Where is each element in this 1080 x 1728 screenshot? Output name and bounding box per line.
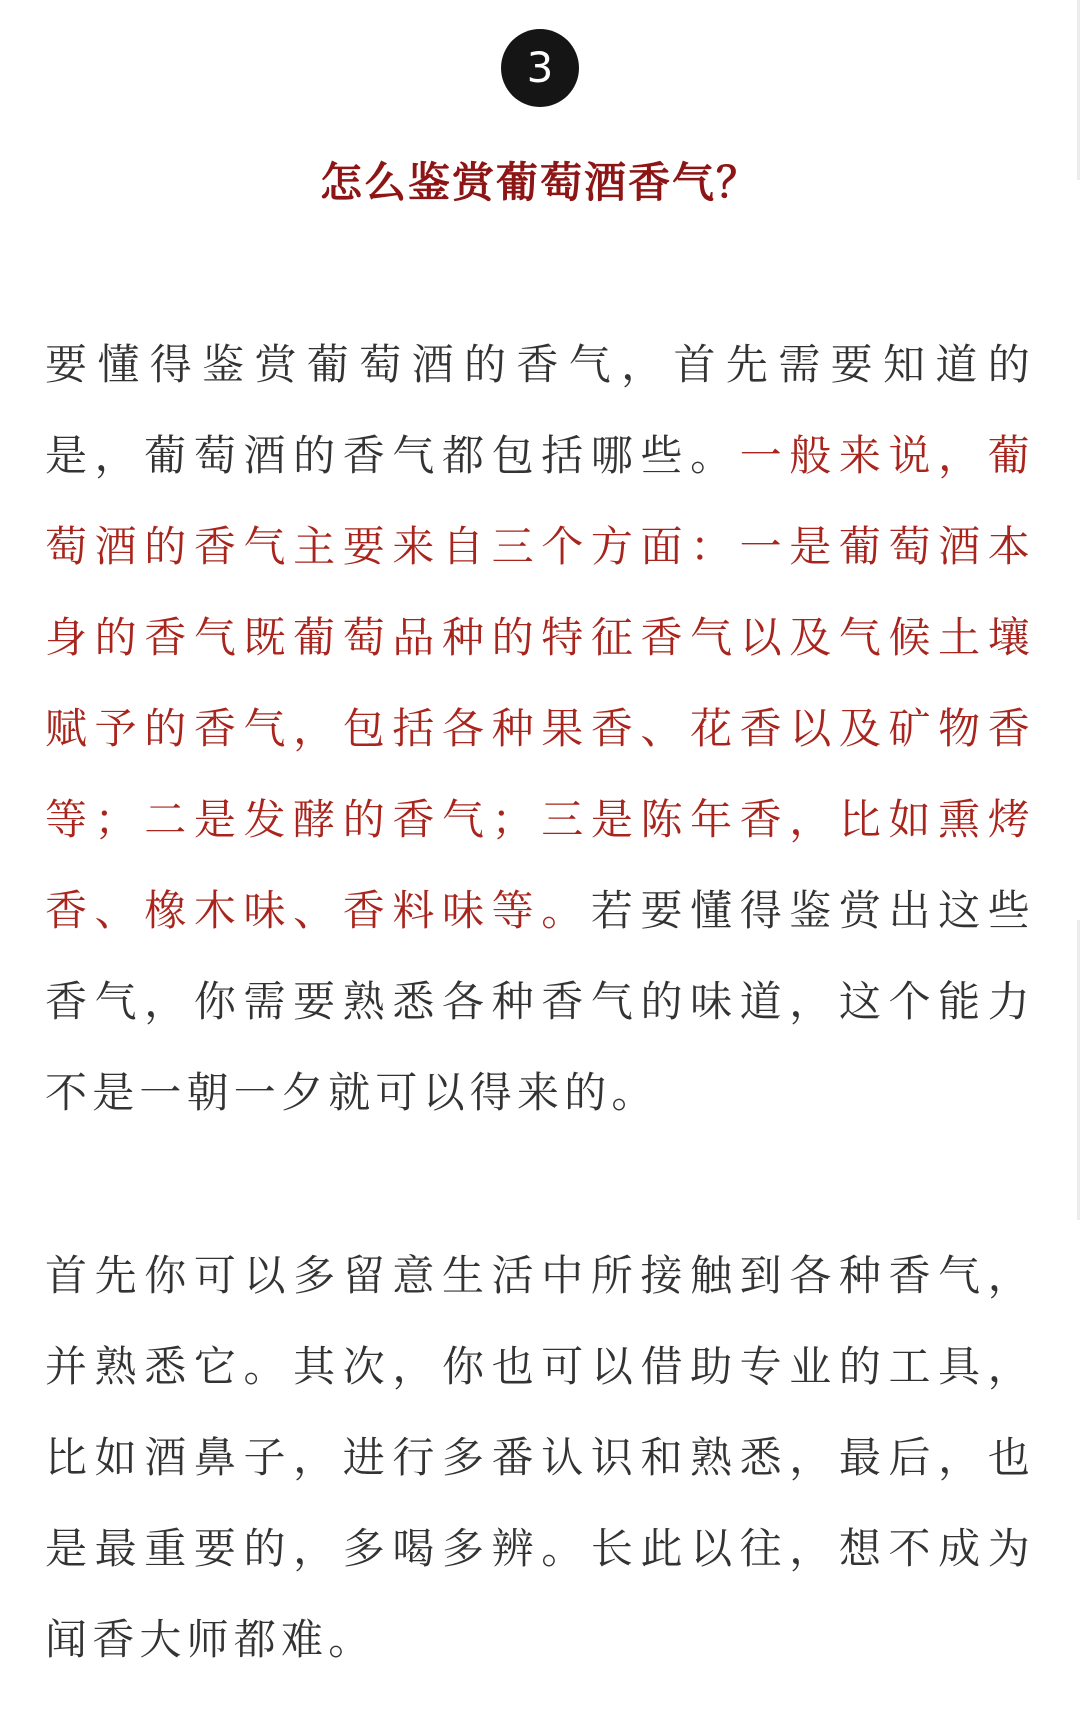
section-title: 怎么鉴赏葡萄酒香气？ <box>319 158 760 207</box>
paragraph-intro-text: 要懂得鉴赏葡萄酒的香气，首先需要知道的是，葡萄酒的香气都包括哪些。 <box>45 340 1035 480</box>
highlighted-text: 一般来说，葡萄酒的香气主要来自三个方面：一是葡萄酒本身的香气既葡萄品种的特征香气以及气候土壤赋予的香气，包括各种果香、花香以及矿物香等；二是发酵的香气；三是陈年香，比如熏烤香、橡木味、香料味等。 <box>45 431 1035 935</box>
paragraph-aroma-sources <box>45 319 1035 1138</box>
paragraph-outro-text: 若要懂得鉴赏出这些香气，你需要熟悉各种香气的味道，这个能力不是一朝一夕就可以得来的。 <box>45 886 1035 1117</box>
paragraph-practice-tips: 首先你可以多留意生活中所接触到各种香气，并熟悉它。其次，你也可以借助专业的工具，比如酒鼻子，进行多番认识和熟悉，最后，也是最重要的，多喝多辨。长此以往，想不成为闻香大师都难。 <box>45 1251 1035 1664</box>
section-number-badge: 3 <box>501 29 579 107</box>
